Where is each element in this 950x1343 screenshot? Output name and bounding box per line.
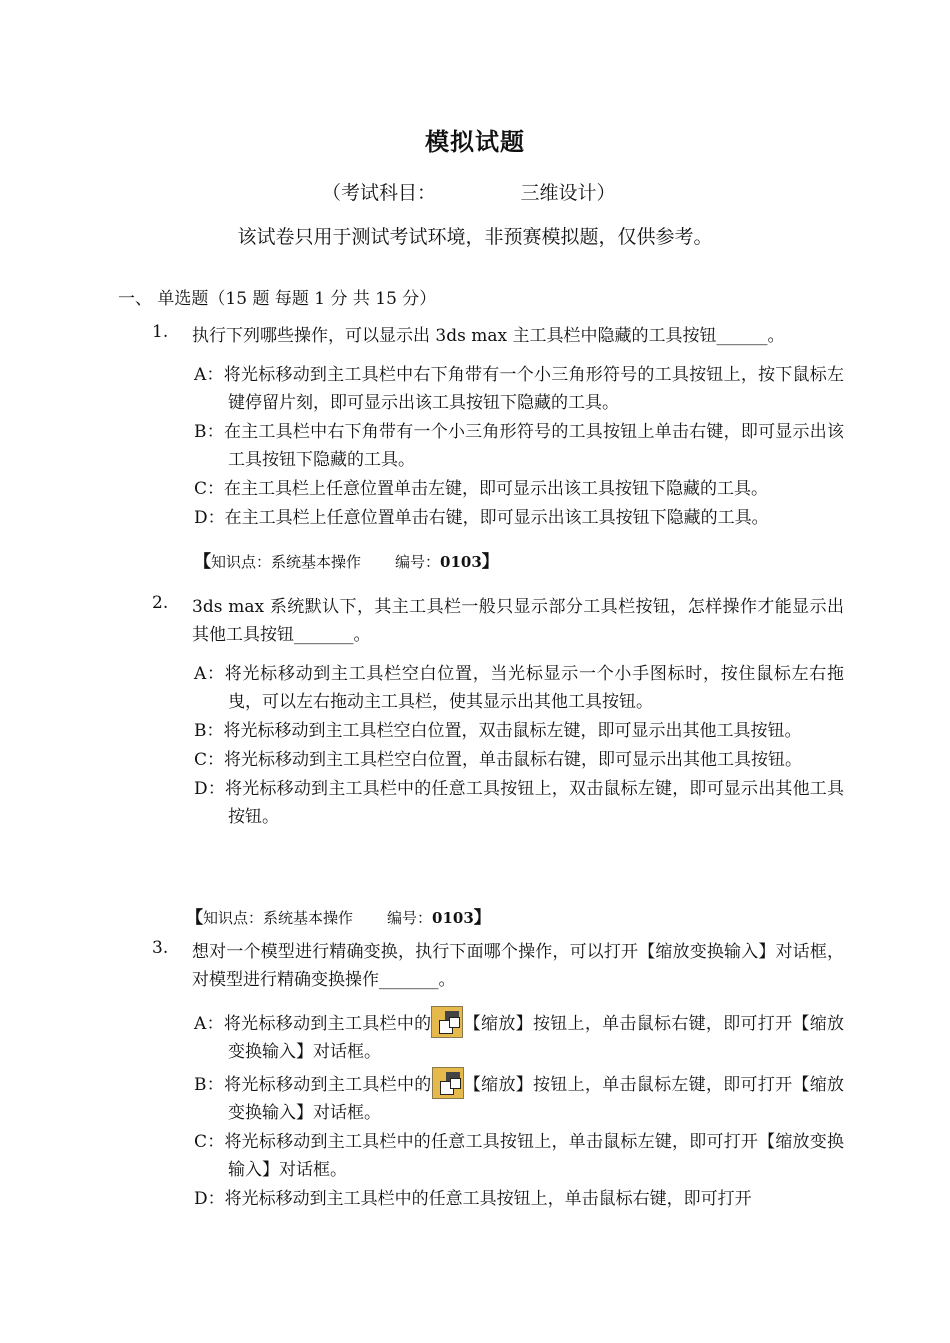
- question-text: 执行下列哪些操作，可以显示出 3ds max 主工具栏中隐藏的工具按钮______。: [192, 326, 785, 346]
- option-d: D：将光标移动到主工具栏中的任意工具按钮上，双击鼠标左键，即可显示出其他工具按钮。: [194, 779, 844, 827]
- question-number: 3.: [152, 938, 169, 958]
- knowledge-point: 【知识点：系统基本操作 编号：0103】: [186, 908, 491, 928]
- question-3-options: [194, 1006, 844, 1213]
- option-a: A：将光标移动到主工具栏中的 【缩放】按钮上，单击鼠标右键，即可打开【缩放变换输入】对话框。: [194, 1006, 844, 1066]
- option-d: D：在主工具栏上任意位置单击右键，即可显示出该工具按钮下隐藏的工具。: [194, 508, 769, 528]
- question-3: [152, 938, 852, 994]
- option-b: B：将光标移动到主工具栏中的 【缩放】按钮上，单击鼠标左键，即可打开【缩放变换输入】对话框。: [194, 1067, 844, 1127]
- option-a: A：将光标移动到主工具栏空白位置，当光标显示一个小手图标时，按住鼠标左右拖曳，可以左右拖动主工具栏，使其显示出其他工具按钮。: [194, 664, 844, 712]
- scale-tool-icon: [432, 1067, 464, 1099]
- section-heading: 一、 单选题（15 题 每题 1 分 共 15 分）: [118, 289, 437, 309]
- option-d: D：将光标移动到主工具栏中的任意工具按钮上，单击鼠标右键，即可打开: [194, 1189, 752, 1209]
- answer-blank: _______: [379, 970, 439, 990]
- option-c: C：将光标移动到主工具栏空白位置，单击鼠标右键，即可显示出其他工具按钮。: [194, 750, 803, 770]
- option-c: C：将光标移动到主工具栏中的任意工具按钮上，单击鼠标左键，即可打开【缩放变换输入】对话框。: [194, 1132, 844, 1180]
- page-title: 模拟试题: [425, 128, 525, 156]
- option-b: B：在主工具栏中右下角带有一个小三角形符号的工具按钮上单击右键，即可显示出该工具按钮下隐藏的工具。: [194, 422, 844, 470]
- answer-blank: ______: [716, 326, 768, 346]
- scale-tool-icon: [431, 1006, 463, 1038]
- question-text: 3ds max 系统默认下，其主工具栏一般只显示部分工具栏按钮，怎样操作才能显示出其他工具按钮_______。: [192, 597, 844, 645]
- question-2-options: [194, 660, 844, 831]
- answer-blank: _______: [294, 625, 354, 645]
- question-number: 1.: [152, 322, 169, 342]
- option-c: C：在主工具栏上任意位置单击左键，即可显示出该工具按钮下隐藏的工具。: [194, 479, 769, 499]
- question-text: 想对一个模型进行精确变换，执行下面哪个操作，可以打开【缩放变换输入】对话框，对模型进行精确变换操作_______。: [192, 942, 844, 990]
- question-1-options: [194, 361, 844, 532]
- question-1: [152, 322, 852, 350]
- question-2: [152, 593, 852, 649]
- question-number: 2.: [152, 593, 169, 613]
- option-b: B：将光标移动到主工具栏空白位置，双击鼠标左键，即可显示出其他工具按钮。: [194, 721, 802, 741]
- exam-notice: 该试卷只用于测试考试环境，非预赛模拟题，仅供参考。: [237, 226, 713, 248]
- option-a: A：将光标移动到主工具栏中右下角带有一个小三角形符号的工具按钮上，按下鼠标左键停留片刻，即可显示出该工具按钮下隐藏的工具。: [194, 365, 844, 413]
- exam-subject: （考试科目： 三维设计）: [322, 182, 616, 204]
- knowledge-point: 【知识点：系统基本操作 编号：0103】: [194, 552, 499, 572]
